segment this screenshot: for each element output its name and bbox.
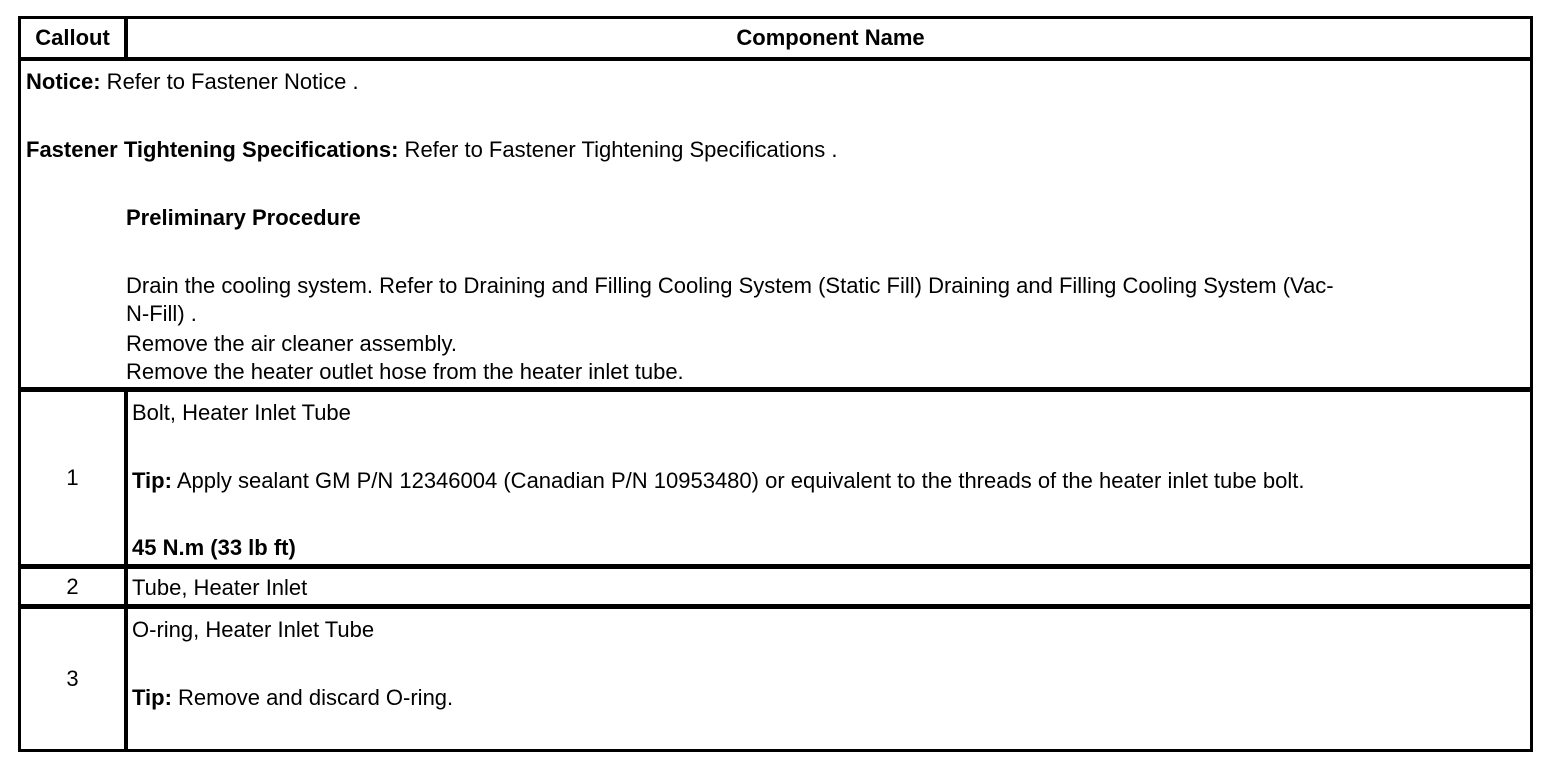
procedure-step: N-Fill) . (126, 301, 197, 326)
row-divider (21, 57, 1530, 61)
row-divider (21, 604, 1530, 609)
component-name: Tube, Heater Inlet (132, 575, 308, 600)
fastener-spec-text: Refer to Fastener Tightening Specifications . (398, 137, 838, 162)
callout-number: 3 (66, 666, 79, 691)
tip-line (132, 468, 1304, 494)
preliminary-procedure-title: Preliminary Procedure (126, 205, 361, 230)
tip-label: Tip: (132, 685, 172, 710)
header-callout: Callout (35, 25, 110, 50)
callout-number: 2 (66, 573, 79, 599)
component-name: O-ring, Heater Inlet Tube (132, 617, 375, 642)
torque-spec: 45 N.m (33 lb ft) (132, 535, 296, 560)
row-divider (21, 564, 1530, 569)
procedure-step: Remove the heater outlet hose from the heater inlet tube. (126, 359, 684, 384)
tip-line (132, 685, 453, 711)
fastener-spec-label: Fastener Tightening Specifications: (26, 137, 399, 162)
column-divider (124, 569, 128, 604)
component-name: Bolt, Heater Inlet Tube (132, 400, 351, 425)
tip-text: Remove and discard O-ring. (171, 685, 454, 710)
fastener-spec-line (26, 137, 837, 163)
procedure-step: Drain the cooling system. Refer to Draining and Filling Cooling System (Static Fill) Draining and Filling Cooling System (Vac- (126, 273, 1334, 298)
component-table (18, 16, 1533, 752)
procedure-step: Remove the air cleaner assembly. (126, 331, 457, 356)
column-divider (124, 392, 128, 564)
column-divider (124, 609, 128, 749)
tip-label: Tip: (132, 468, 172, 493)
column-divider (124, 19, 128, 57)
header-component-name: Component Name (736, 25, 925, 50)
notice-text: Refer to Fastener Notice . (100, 69, 359, 94)
row-divider (21, 387, 1530, 392)
callout-number: 1 (66, 465, 79, 490)
tip-text: Apply sealant GM P/N 12346004 (Canadian P/N 10953480) or equivalent to the threads of the heater inlet tube bolt. (171, 468, 1305, 493)
notice-label: Notice: (26, 69, 101, 94)
notice-line (26, 69, 359, 95)
